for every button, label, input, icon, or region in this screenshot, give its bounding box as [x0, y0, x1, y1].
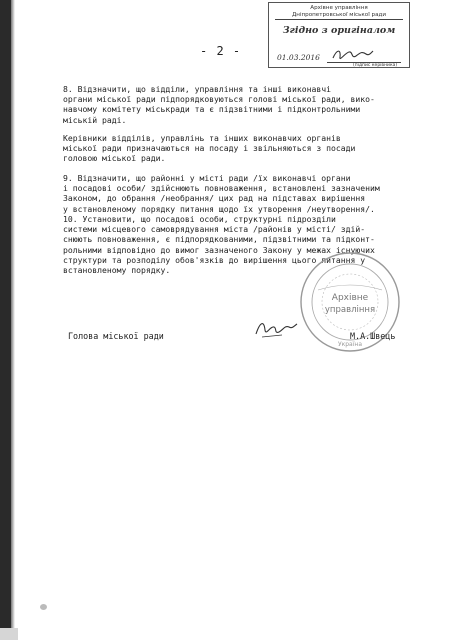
- signatory-name: М.А.Швець: [350, 331, 396, 341]
- stamp-org-line-1: Архівне управління: [310, 5, 368, 11]
- stamp-signature-caption: (підпис керівника): [353, 63, 398, 68]
- stamp-date: 01.03.2016: [277, 53, 320, 62]
- stamp-org-line-2: Дніпропетровської міської ради: [275, 12, 403, 20]
- paragraph-8-heads: Керівники відділів, управлінь та інших виконавчих органів міської ради призначаються на посаду і звільняються з посади головою міської ради.: [63, 133, 356, 164]
- scan-smudge: [40, 604, 47, 610]
- signature-title: Голова міської ради: [68, 331, 164, 341]
- stamp-signature-icon: [331, 47, 375, 63]
- page-number: - 2 -: [200, 44, 242, 58]
- paragraph-8: 8. Відзначити, що відділи, управління та інші виконавчі органи міської ради підпорядковуються голові міської ради, вико- навчому комітету міськради та є підзвітними і підконтрольними міській раді.: [63, 84, 375, 125]
- signature-icon: [252, 318, 300, 340]
- seal-inner-line-1: Архівне: [331, 293, 369, 303]
- paragraph-9: 9. Відзначити, що районні у місті ради /їх виконавчі органи і посадові особи/ здійснюють повноваження, встановлені зазначеним Законом, до обрання /необрання/ цих рад на підставах вирішення у встановленому порядку питання щодо їх утворення /неутворення/.: [63, 173, 380, 214]
- stamp-certified-text: Згідно з оригіналом: [282, 25, 396, 36]
- certification-stamp: [268, 2, 410, 68]
- seal-ring-text: Україна: [337, 341, 363, 348]
- scan-corner-shadow: [0, 628, 18, 640]
- seal-inner-line-2: управління: [324, 305, 376, 315]
- paragraph-10: 10. Установити, що посадові особи, структурні підрозділи системи місцевого самоврядування міста /районів у місті/ здій- снюють повноваження, є підпорядкованими, підзвітними та підконт- рольними відповідно до вимог зазначеного Закону у межах існуючих структури та розподілу обов'язків до вирішення цього питання у встановленому порядку.: [63, 214, 375, 276]
- scan-dark-edge: [0, 0, 11, 640]
